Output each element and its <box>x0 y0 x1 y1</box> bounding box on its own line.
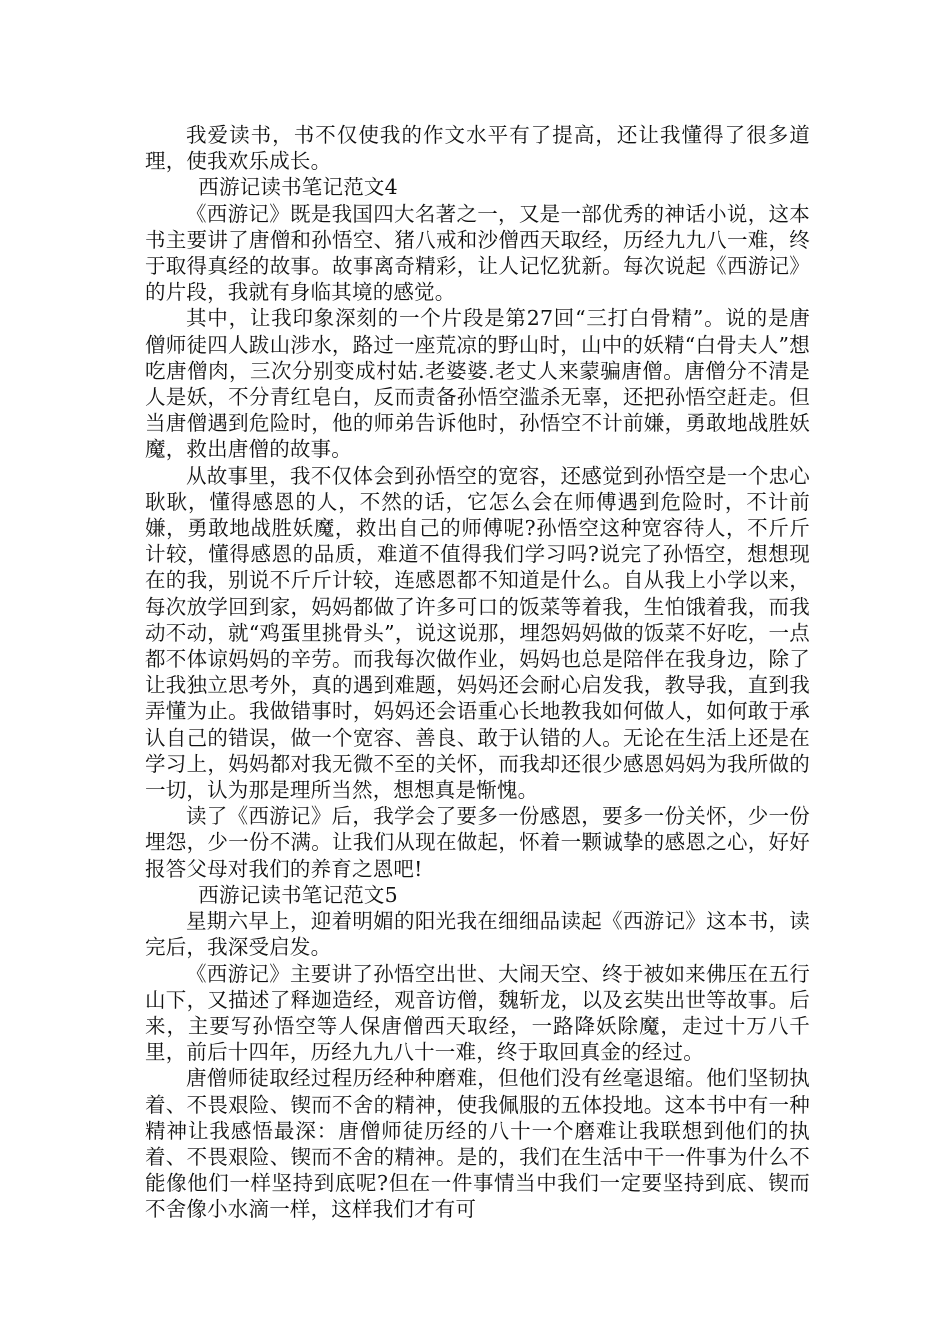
document-body <box>145 122 810 1223</box>
section-heading: 西游记读书笔记范文4 <box>198 175 398 200</box>
section-heading: 西游记读书笔记范文5 <box>198 882 398 907</box>
paragraph: 《西游记》既是我国四大名著之一，又是一部优秀的神话小说，这本书主要讲了唐僧和孙悟空、猪八戒和沙僧西天取经，历经九九八一难，终于取得真经的故事。故事离奇精彩，让人记忆犹新。每次说起《西游记》的片段，我就有身临其境的感觉。 <box>145 201 810 305</box>
paragraph: 唐僧师徒取经过程历经种种磨难，但他们没有丝毫退缩。他们坚韧执着、不畏艰险、锲而不舍的精神，使我佩服的五体投地。这本书中有一种精神让我感悟最深：唐僧师徒历经的八十一个磨难让我联想到他们的执着、不畏艰险、锲而不舍的精神。是的，我们在生活中干一件事为什么不能像他们一样坚持到底呢?但在一件事情当中我们一定要坚持到底、锲而不舍像小水滴一样，这样我们才有可 <box>145 1066 810 1222</box>
paragraph: 星期六早上，迎着明媚的阳光我在细细品读起《西游记》这本书，读完后，我深受启发。 <box>145 909 810 960</box>
paragraph: 其中，让我印象深刻的一个片段是第27回“三打白骨精”。说的是唐僧师徒四人跋山涉水，路过一座荒凉的野山时，山中的妖精“白骨夫人”想吃唐僧肉，三次分别变成村姑.老婆婆.老丈人来蒙骗唐僧。唐僧分不清是人是妖，不分青红皂白，反而责备孙悟空滥杀无辜，还把孙悟空赶走。但当唐僧遇到危险时，他的师弟告诉他时，孙悟空不计前嫌，勇敢地战胜妖魔，救出唐僧的故事。 <box>145 306 810 462</box>
paragraph: 读了《西游记》后，我学会了要多一份感恩，要多一份关怀，少一份埋怨，少一份不满。让我们从现在做起，怀着一颗诚挚的感恩之心，好好报答父母对我们的养育之恩吧! <box>145 804 810 881</box>
paragraph: 从故事里，我不仅体会到孙悟空的宽容，还感觉到孙悟空是一个忠心耿耿，懂得感恩的人，不然的话，它怎么会在师傅遇到危险时，不计前嫌，勇敢地战胜妖魔，救出自己的师傅呢?孙悟空这种宽容待人，不斤斤计较，懂得感恩的品质，难道不值得我们学习吗?说完了孙悟空，想想现在的我，别说不斤斤计较，连感恩都不知道是什么。自从我上小学以来，每次放学回到家，妈妈都做了许多可口的饭菜等着我，生怕饿着我，而我动不动，就“鸡蛋里挑骨头”，说这说那，埋怨妈妈做的饭菜不好吃，一点都不体谅妈妈的辛劳。而我每次做作业，妈妈也总是陪伴在我身边，除了让我独立思考外，真的遇到难题，妈妈还会耐心启发我，教导我，直到我弄懂为止。我做错事时，妈妈还会语重心长地教我如何做人，如何敢于承认自己的错误，做一个宽容、善良、敢于认错的人。无论在生活上还是在学习上，妈妈都对我无微不至的关怀，而我却还很少感恩妈妈为我所做的一切，认为那是理所当然，想想真是惭愧。 <box>145 463 810 803</box>
paragraph: 我爱读书，书不仅使我的作文水平有了提高，还让我懂得了很多道理，使我欢乐成长。 <box>145 123 810 174</box>
paragraph: 《西游记》主要讲了孙悟空出世、大闹天空、终于被如来佛压在五行山下，又描述了释迦造经，观音访僧，魏斩龙，以及玄奘出世等故事。后来，主要写孙悟空等人保唐僧西天取经，一路降妖除魔，走过十万八千里，前后十四年，历经九九八十一难，终于取回真金的经过。 <box>145 961 810 1065</box>
